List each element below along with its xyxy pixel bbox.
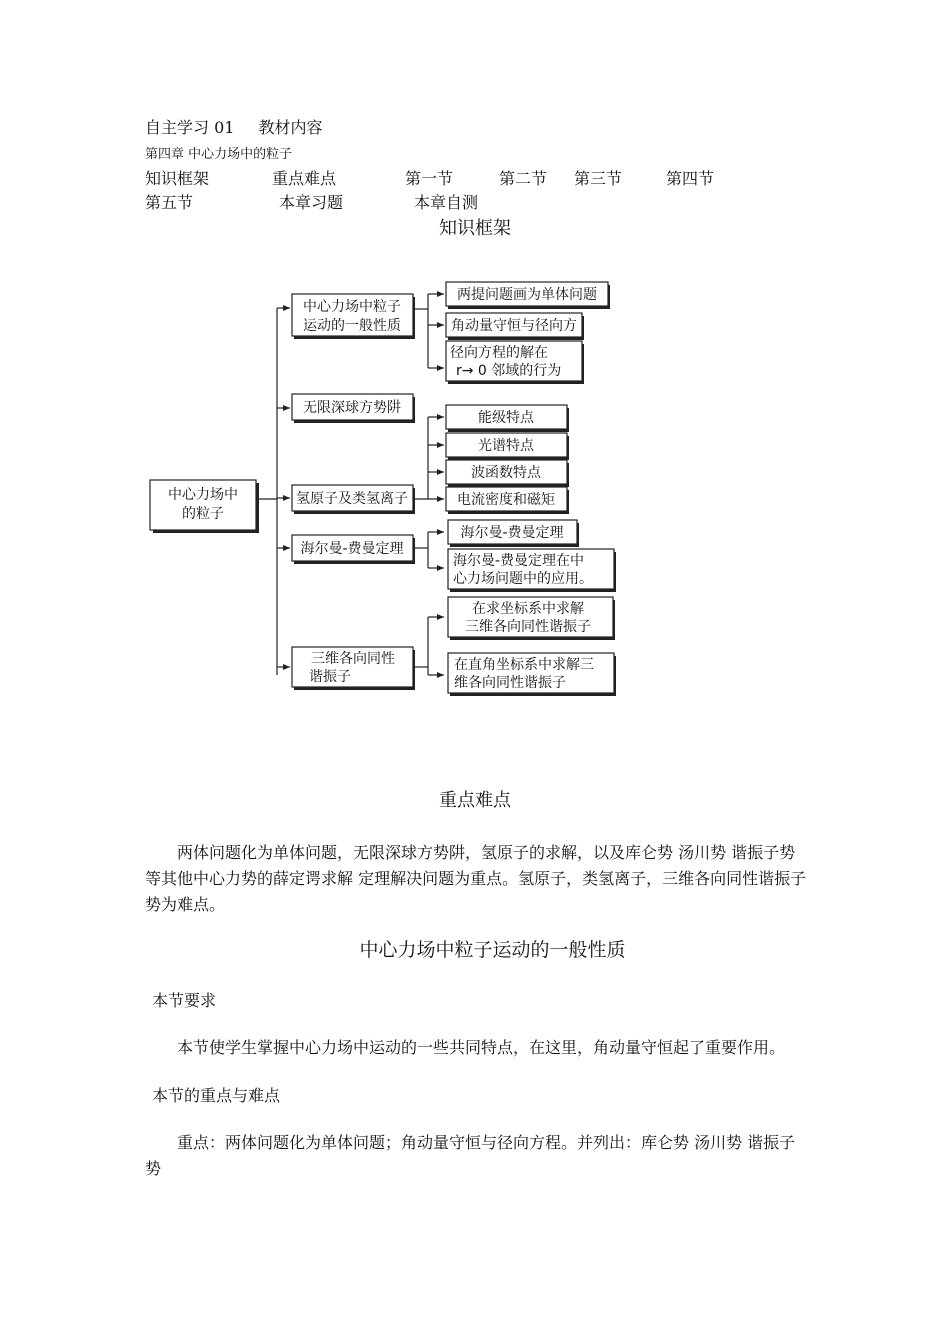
root-label-line2: 的粒子 — [182, 506, 224, 522]
leaf-cartesian-coords — [448, 653, 616, 696]
branch-1-label-line2: 运动的一般性质 — [303, 318, 401, 334]
branch-general-properties — [292, 294, 415, 339]
branch-5-label-line2: 谐振子 — [309, 669, 351, 685]
leaf-cartesian-coords-line2: 维各向同性谐振子 — [454, 675, 566, 691]
root-node — [150, 480, 259, 533]
section-requirements-heading: 本节要求 — [152, 991, 217, 1010]
nav-section-1[interactable]: 第一节 — [405, 169, 454, 188]
key-points-text: 两体问题化为单体问题，无限深球方势阱，氢原子的求解，以及库仑势 汤川势 谐振子势等其他中心力势的薛定谔求解 定理解决问题为重点。氢原子，类氢离子，三维各向同性谐振子势为难点。 — [145, 843, 807, 914]
framework-title: 知识框架 — [439, 218, 511, 239]
leaf-radial-solution — [446, 341, 584, 384]
leaf-current-density — [446, 487, 569, 514]
leaf-radial-solution-line2: r→ 0 邻域的行为 — [456, 363, 562, 379]
section-key-difficult-heading: 本节的重点与难点 — [152, 1086, 281, 1105]
branch-4-label: 海尔曼-费曼定理 — [300, 541, 404, 557]
nav-exercises[interactable]: 本章习题 — [279, 193, 344, 212]
leaf-angular-momentum-label: 角动量守恒与径向方 — [451, 318, 577, 334]
leaf-energy-levels-label: 能级特点 — [478, 410, 534, 426]
leaf-radial-solution-line1: 径向方程的解在 — [450, 345, 548, 361]
branch-5-label-line1: 三维各向同性 — [311, 651, 395, 667]
branch-hydrogen — [292, 485, 415, 514]
root-label-line1: 中心力场中 — [168, 487, 238, 503]
leaf-angular-momentum — [446, 313, 584, 340]
chapter-title: 第四章 中心力场中的粒子 — [145, 147, 293, 162]
branch-3d-oscillator — [292, 647, 415, 690]
section1-title: 中心力场中粒子运动的一般性质 — [359, 939, 626, 961]
section-key-difficult-text: 重点：两体问题化为单体问题；角动量守恒与径向方程。并列出：库仑势 汤川势 谐振子势 — [145, 1133, 796, 1178]
section-label: 教材内容 — [258, 118, 323, 137]
leaf-cartesian-coords-line1: 在直角坐标系中求解三 — [454, 657, 594, 673]
leaf-hf-theorem — [448, 520, 579, 547]
leaf-hf-application-line2: 心力场问题中的应用。 — [453, 571, 593, 587]
leaf-hf-theorem-label: 海尔曼-费曼定理 — [460, 525, 564, 541]
nav-self-test[interactable]: 本章自测 — [414, 193, 479, 212]
nav-key-points[interactable]: 重点难点 — [272, 169, 337, 188]
leaf-wavefunction-label: 波函数特点 — [471, 465, 541, 481]
section-requirements-text: 本节使学生掌握中心力场中运动的一些共同特点，在这里，角动量守恒起了重要作用。 — [177, 1038, 786, 1057]
leaf-hf-application-line1: 海尔曼-费曼定理在中 — [453, 553, 585, 569]
leaf-spherical-coords-line2: 三维各向同性谐振子 — [465, 619, 591, 635]
leaf-spectrum-label: 光谱特点 — [478, 438, 534, 454]
nav-section-3[interactable]: 第三节 — [574, 169, 623, 188]
leaf-spectrum — [446, 433, 569, 460]
nav-section-2[interactable]: 第二节 — [499, 169, 548, 188]
branch-1-label-line1: 中心力场中粒子 — [303, 299, 401, 315]
course-title — [145, 118, 322, 138]
course-label: 自主学习 01 — [145, 118, 235, 137]
framework-diagram — [0, 270, 950, 710]
leaf-wavefunction — [446, 460, 569, 487]
leaf-energy-levels — [446, 405, 569, 432]
leaf-current-density-label: 电流密度和磁矩 — [457, 492, 555, 508]
key-points-title: 重点难点 — [439, 790, 511, 811]
leaf-spherical-coords — [448, 597, 615, 640]
branch-2-label: 无限深球方势阱 — [303, 400, 401, 416]
leaf-two-body — [446, 282, 610, 309]
branch-infinite-well — [292, 394, 415, 423]
leaf-hf-application — [448, 549, 616, 592]
leaf-two-body-label: 两提问题画为单体问题 — [457, 287, 597, 303]
branch-3-label: 氢原子及类氢离子 — [296, 491, 408, 507]
branch-hellmann-feynman — [292, 535, 415, 564]
nav-section-5[interactable]: 第五节 — [145, 193, 194, 212]
nav-section-4[interactable]: 第四节 — [666, 169, 715, 188]
nav-framework[interactable]: 知识框架 — [145, 169, 210, 188]
leaf-spherical-coords-line1: 在求坐标系中求解 — [472, 601, 584, 617]
